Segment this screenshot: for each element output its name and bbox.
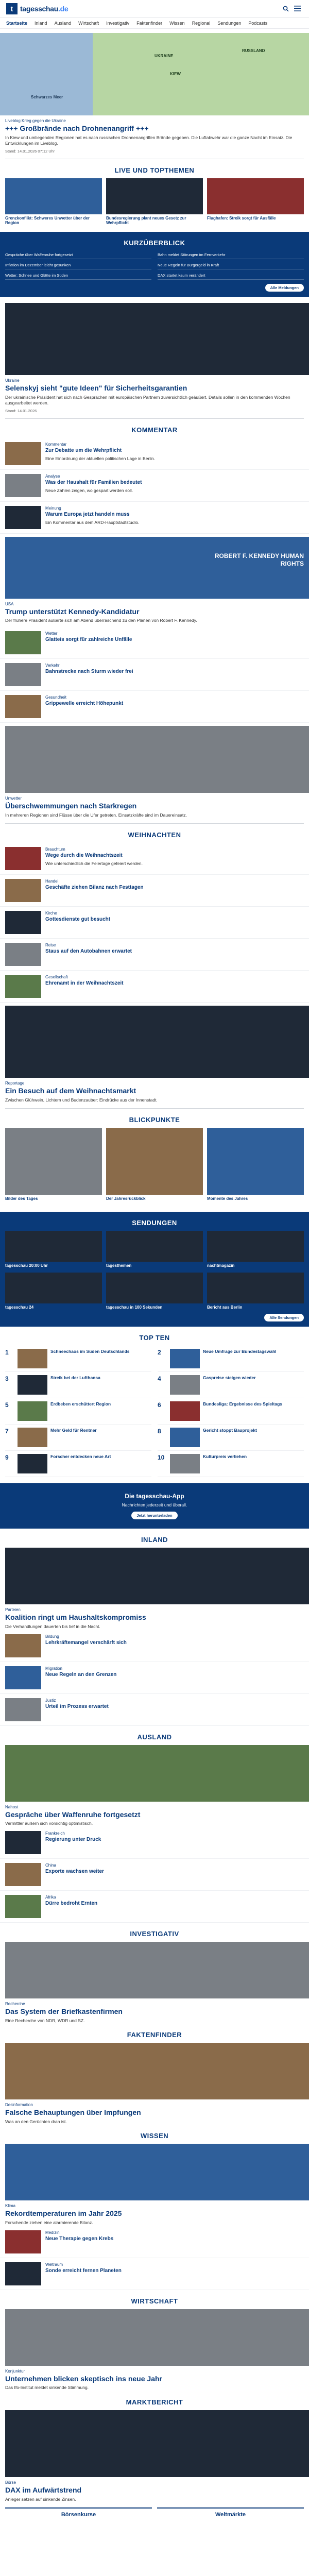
row-kicker: Kommentar	[45, 442, 67, 447]
list-item[interactable]	[0, 470, 309, 502]
investigativ-teaser: Eine Recherche von NDR, WDR und SZ.	[5, 2018, 85, 2023]
row-kicker: Bildung	[45, 1634, 59, 1639]
map-label: Schwarzes Meer	[31, 95, 63, 99]
wissen-lead[interactable]	[0, 2204, 309, 2226]
us-story[interactable]	[0, 602, 309, 624]
card-image	[5, 1231, 102, 1262]
top-title: Gericht stoppt Bauprojekt	[203, 1428, 257, 1433]
flood-story[interactable]	[0, 796, 309, 818]
thumb	[170, 1375, 200, 1395]
sendungen-more-button[interactable]: Alle Sendungen	[264, 1314, 304, 1321]
live-carousel	[0, 178, 309, 226]
section-title-blick: BLICKPUNKTE	[129, 1116, 180, 1124]
ausland-teaser: Vermittler äußern sich vorsichtig optimistisch.	[5, 1821, 93, 1826]
inland-teaser: Die Verhandlungen dauerten bis tief in die Nacht.	[5, 1624, 100, 1630]
app-banner	[0, 1483, 309, 1529]
inland-lead[interactable]	[0, 1607, 309, 1630]
brief-item[interactable]: DAX startet kaum verändert	[158, 272, 304, 280]
row-kicker: Brauchtum	[45, 847, 65, 852]
wirtschaft-image[interactable]	[5, 2309, 309, 2366]
brief-more-button[interactable]: Alle Meldungen	[265, 284, 304, 292]
lead-teaser: In Kiew und umliegenden Regionen hat es nach russischen Drohnenangriffen Brände gegeben. Die Luftabwehr war die ganze Nacht im Einsatz. Die Entwicklungen im Liveblog.	[5, 134, 293, 146]
top-item[interactable]	[5, 1372, 151, 1398]
logo-word-a: tagesschau	[20, 4, 59, 13]
thumb	[5, 2262, 41, 2285]
section-title-wirtschaft: WIRTSCHAFT	[131, 2297, 178, 2305]
thumb	[5, 975, 41, 998]
app-download-button[interactable]: Jetzt herunterladen	[131, 1512, 177, 1519]
ausland-lead[interactable]	[0, 1805, 309, 1827]
thumb	[5, 474, 41, 497]
list-item[interactable]	[0, 691, 309, 723]
nav-item[interactable]: Podcasts	[248, 20, 268, 26]
sendung-card[interactable]	[207, 1231, 304, 1268]
row-headline: Geschäfte ziehen Bilanz nach Festtagen	[45, 885, 144, 891]
list-item[interactable]	[0, 843, 309, 875]
row-headline: Ehrenamt in der Weihnachtszeit	[45, 980, 124, 987]
list-item[interactable]	[0, 659, 309, 691]
market-tabs	[0, 2502, 309, 2526]
thumb	[5, 1863, 41, 1886]
section-title-markt: MARKTBERICHT	[126, 2398, 183, 2406]
card-title: tagesschau in 100 Sekunden	[106, 1304, 163, 1310]
thumb	[18, 1454, 47, 1473]
nav-item[interactable]: Ausland	[54, 20, 72, 26]
list-item[interactable]	[0, 971, 309, 1003]
row-kicker: Frankreich	[45, 1831, 65, 1836]
us-kicker: USA	[5, 601, 14, 606]
wirtschaft-teaser: Das Ifo-Institut meldet sinkende Stimmung.	[5, 2385, 89, 2391]
row-headline: Gottesdienste gut besucht	[45, 917, 111, 923]
card-title: tagesschau 24	[5, 1304, 34, 1310]
map-label: KIEW	[170, 72, 181, 76]
inland-lead-image[interactable]	[5, 1548, 309, 1604]
card-image	[106, 178, 203, 214]
us-banner-text: ROBERT F. KENNEDY HUMAN RIGHTS	[214, 552, 304, 568]
thumb	[18, 1375, 47, 1395]
markt-image[interactable]	[5, 2410, 309, 2477]
list-item[interactable]	[0, 627, 309, 659]
thumb	[5, 663, 41, 686]
row-headline: Regierung unter Druck	[45, 1836, 101, 1842]
row-headline: Grippewelle erreicht Höhepunkt	[45, 700, 124, 706]
top-title: Forscher entdecken neue Art	[50, 1454, 111, 1460]
thumb	[170, 1428, 200, 1447]
top-rank: 10	[158, 1454, 165, 1462]
section-title-xmas: WEIHNACHTEN	[128, 831, 181, 839]
feature-image[interactable]	[5, 303, 309, 375]
card-image	[207, 1128, 304, 1195]
thumb	[170, 1454, 200, 1473]
divider	[5, 1108, 304, 1109]
fakten-kicker: Desinformation	[5, 2103, 33, 2108]
sendung-card[interactable]	[106, 1231, 203, 1268]
fakten-headline[interactable]: Falsche Behauptungen über Impfungen	[5, 2108, 141, 2117]
thumb	[5, 2230, 41, 2253]
ausland-lead-image[interactable]	[5, 1745, 309, 1802]
logo[interactable]	[6, 3, 68, 14]
row-headline: Wege durch die Weihnachtszeit	[45, 853, 123, 859]
investigativ-lead[interactable]	[0, 2002, 309, 2024]
flood-image[interactable]	[5, 726, 309, 793]
section-title-investigativ: INVESTIGATIV	[130, 1929, 179, 1938]
thumb	[5, 911, 41, 934]
top-title: Kulturpreis verliehen	[203, 1454, 247, 1460]
row-kicker: Justiz	[45, 1698, 56, 1703]
markt-kicker: Börse	[5, 2480, 16, 2485]
list-item[interactable]	[0, 1630, 309, 1662]
top-title: Erdbeben erschüttert Region	[50, 1401, 111, 1407]
top-title: Streik bei der Lufthansa	[50, 1375, 100, 1381]
nav-item[interactable]: Startseite	[6, 20, 28, 26]
row-headline: Exporte wachsen weiter	[45, 1868, 104, 1874]
brief-list	[5, 251, 304, 280]
map-label: RUSSLAND	[242, 48, 265, 53]
feature-story[interactable]	[0, 378, 309, 413]
list-item[interactable]	[0, 939, 309, 971]
thumb	[5, 1634, 41, 1657]
list-item[interactable]	[0, 907, 309, 939]
top-item[interactable]	[158, 1372, 304, 1398]
nav-item[interactable]: Inland	[35, 20, 47, 26]
row-teaser: Wie unterschiedlich die Feiertage gefeiert werden.	[45, 861, 143, 867]
xmas-feature-kicker: Reportage	[5, 1081, 25, 1086]
top-rank: 4	[158, 1375, 161, 1383]
markt-lead[interactable]	[0, 2480, 309, 2502]
thumb	[5, 1698, 41, 1721]
wissen-kicker: Klima	[5, 2204, 16, 2209]
card-image	[207, 178, 304, 214]
row-headline: Dürre bedroht Ernten	[45, 1900, 98, 1906]
top-item[interactable]	[158, 1425, 304, 1451]
feature-kicker: Ukraine	[5, 378, 20, 383]
us-headline[interactable]: Trump unterstützt Kennedy-Kandidatur	[5, 607, 140, 616]
row-headline: Staus auf den Autobahnen erwartet	[45, 948, 132, 955]
row-teaser: Ein Kommentar aus dem ARD-Hauptstadtstudio.	[45, 519, 140, 525]
investigativ-kicker: Recherche	[5, 2001, 25, 2006]
logo-wordmark	[20, 5, 68, 13]
section-title-fakten: FAKTENFINDER	[127, 2031, 182, 2039]
list-item[interactable]	[0, 1662, 309, 1694]
row-teaser: Neue Zahlen zeigen, wo gespart werden soll.	[45, 487, 133, 493]
top-title: Mehr Geld für Rentner	[50, 1428, 97, 1433]
thumb	[5, 1666, 41, 1689]
logo-word-b: .de	[58, 4, 68, 13]
us-image[interactable]	[5, 537, 309, 599]
live-card[interactable]	[207, 178, 304, 226]
card-title: tagesthemen	[106, 1263, 132, 1268]
live-card[interactable]	[106, 178, 203, 226]
menu-icon[interactable]	[291, 3, 303, 14]
card-title: tagesschau 20:00 Uhr	[5, 1263, 48, 1268]
divider	[5, 823, 304, 824]
nav-item[interactable]: Wirtschaft	[78, 20, 99, 26]
thumb	[5, 847, 41, 870]
card-title: Momente des Jahres	[207, 1196, 248, 1201]
row-kicker: China	[45, 1862, 56, 1868]
top-item[interactable]	[5, 1398, 151, 1425]
brief-item[interactable]: Bahn meldet Störungen im Fernverkehr	[158, 251, 304, 259]
row-kicker: Meinung	[45, 505, 61, 511]
row-kicker: Medizin	[45, 2230, 60, 2235]
card-image	[5, 1128, 102, 1195]
row-kicker: Gesundheit	[45, 694, 66, 700]
flood-teaser: In mehreren Regionen sind Flüsse über die Ufer getreten. Einsatzkräfte sind im Dauereinsatz.	[5, 812, 187, 818]
fakten-teaser: Was an den Gerüchten dran ist.	[5, 2119, 67, 2124]
sendung-card[interactable]	[5, 1273, 102, 1310]
sendung-card[interactable]	[106, 1273, 203, 1310]
map-land	[93, 33, 309, 115]
thumb	[18, 1401, 47, 1421]
section-title-kommentar: KOMMENTAR	[131, 426, 178, 434]
wissen-image[interactable]	[5, 2144, 309, 2200]
thumb	[170, 1349, 200, 1368]
fakten-lead[interactable]	[0, 2103, 309, 2125]
list-item[interactable]	[0, 1694, 309, 1726]
list-item[interactable]	[0, 1859, 309, 1891]
card-image	[5, 1273, 102, 1303]
blick-card[interactable]	[106, 1128, 203, 1201]
row-kicker: Afrika	[45, 1894, 56, 1900]
row-kicker: Reise	[45, 943, 56, 948]
row-headline: Sonde erreicht fernen Planeten	[45, 2267, 122, 2274]
thumb	[5, 442, 41, 465]
row-headline: Was der Haushalt für Familien bedeutet	[45, 479, 142, 485]
ausland-kicker: Nahost	[5, 1804, 19, 1809]
inland-headline[interactable]: Koalition ringt um Haushaltskompromiss	[5, 1613, 146, 1622]
wirtschaft-kicker: Konjunktur	[5, 2368, 25, 2374]
nav-item[interactable]: Faktenfinder	[136, 20, 163, 26]
live-card[interactable]	[5, 178, 102, 226]
row-headline: Bahnstrecke nach Sturm wieder frei	[45, 668, 133, 674]
blick-card[interactable]	[207, 1128, 304, 1201]
nav-item[interactable]: Sendungen	[217, 20, 242, 26]
thumb	[18, 1428, 47, 1447]
list-item[interactable]	[0, 2226, 309, 2258]
row-headline: Zur Debatte um die Wehrpflicht	[45, 447, 122, 453]
card-title: Der Jahresrückblick	[106, 1196, 146, 1201]
thumb	[5, 943, 41, 966]
section-title-ausland: AUSLAND	[137, 1733, 172, 1741]
logo-mark: t	[6, 3, 18, 14]
blick-carousel	[0, 1128, 309, 1201]
row-kicker: Migration	[45, 1666, 62, 1671]
us-teaser: Der frühere Präsident äußerte sich am Abend überraschend zu den Plänen von Robert F. Kennedy.	[5, 618, 197, 623]
tab-boersenkurse[interactable]: Börsenkurse	[5, 2507, 152, 2521]
top-rank: 8	[158, 1428, 161, 1435]
tab-weltmaerkte[interactable]: Weltmärkte	[157, 2507, 304, 2521]
fakten-image[interactable]	[5, 2043, 309, 2099]
row-headline: Lehrkräftemangel verschärft sich	[45, 1639, 127, 1646]
list-item[interactable]	[0, 875, 309, 907]
nav-item[interactable]: Investigativ	[106, 20, 130, 26]
lead-kicker: Liveblog Krieg gegen die Ukraine	[5, 118, 66, 123]
row-headline: Neue Therapie gegen Krebs	[45, 2235, 114, 2242]
brief-item[interactable]: Neue Regeln für Bürgergeld in Kraft	[158, 261, 304, 269]
card-image	[106, 1231, 203, 1262]
brief-item[interactable]: Wetter: Schnee und Glätte im Süden	[5, 272, 151, 280]
section-title-sendungen: SENDUNGEN	[132, 1219, 177, 1227]
flood-kicker: Unwetter	[5, 795, 22, 801]
markt-headline[interactable]: DAX im Aufwärtstrend	[5, 2485, 82, 2494]
top-item[interactable]	[5, 1425, 151, 1451]
thumb	[5, 631, 41, 654]
section-title-brief: KURZÜBERBLICK	[124, 239, 185, 247]
top-rank: 5	[5, 1401, 9, 1409]
row-headline: Urteil im Prozess erwartet	[45, 1703, 109, 1709]
top-item[interactable]	[158, 1451, 304, 1477]
row-kicker: Wetter	[45, 631, 58, 636]
top-list	[0, 1346, 309, 1477]
wirtschaft-lead[interactable]	[0, 2369, 309, 2391]
top-item[interactable]	[158, 1346, 304, 1372]
feature-teaser: Der ukrainische Präsident hat sich nach Gesprächen mit europäischen Partnern zuversichtlich geäußert. Details sollen in den kommenden Wochen ausgearbeitet werden.	[5, 394, 290, 406]
divider	[5, 418, 304, 419]
xmas-feature[interactable]	[0, 1081, 309, 1103]
thumb	[5, 1831, 41, 1854]
row-headline: Warum Europa jetzt handeln muss	[45, 511, 130, 517]
app-text: Nachrichten jederzeit und überall.	[122, 1502, 187, 1508]
row-headline: Neue Regeln an den Grenzen	[45, 1671, 117, 1677]
list-item[interactable]	[0, 1891, 309, 1923]
section-title-live: LIVE UND TOPTHEMEN	[114, 166, 195, 174]
xmas-feature-image[interactable]	[5, 1006, 309, 1078]
top-rank: 9	[5, 1454, 9, 1462]
top-rank: 2	[158, 1349, 161, 1357]
section-title-wissen: WISSEN	[140, 2132, 169, 2140]
top-title: Gaspreise steigen wieder	[203, 1375, 256, 1381]
top-item[interactable]	[5, 1451, 151, 1477]
app-title: Die tagesschau-App	[125, 1493, 184, 1500]
list-item[interactable]	[0, 438, 309, 470]
card-image	[106, 1128, 203, 1195]
flood-headline[interactable]: Überschwemmungen nach Starkregen	[5, 801, 137, 810]
wissen-teaser: Forschende ziehen eine alarmierende Bilanz.	[5, 2220, 93, 2226]
thumb	[170, 1401, 200, 1421]
sendung-card[interactable]	[5, 1231, 102, 1268]
brief-item[interactable]: Inflation im Dezember leicht gesunken	[5, 261, 151, 269]
investigativ-headline[interactable]: Das System der Briefkastenfirmen	[5, 2007, 123, 2015]
card-image	[106, 1273, 203, 1303]
lead-headline[interactable]: +++ Großbrände nach Drohnenangriff +++	[5, 124, 149, 132]
row-kicker: Analyse	[45, 473, 60, 479]
main-nav	[0, 18, 309, 29]
top-title: Schneechaos im Süden Deutschlands	[50, 1349, 130, 1354]
sendung-card[interactable]	[207, 1273, 304, 1310]
row-kicker: Verkehr	[45, 663, 60, 668]
top-title: Bundesliga: Ergebnisse des Spieltags	[203, 1401, 282, 1407]
row-kicker: Weltraum	[45, 2262, 63, 2267]
top-title: Neue Umfrage zur Bundestagswahl	[203, 1349, 277, 1354]
section-title-top: TOP TEN	[139, 1334, 170, 1342]
xmas-feature-headline[interactable]: Ein Besuch auf dem Weihnachtsmarkt	[5, 1087, 136, 1095]
card-image	[207, 1231, 304, 1262]
lead-map[interactable]	[0, 33, 309, 115]
card-image	[5, 178, 102, 214]
xmas-feature-teaser: Zwischen Glühwein, Lichtern und Budenzauber: Eindrücke aus der Innenstadt.	[5, 1097, 158, 1103]
lead-story[interactable]	[0, 118, 309, 154]
list-item[interactable]	[0, 502, 309, 534]
section-title-inland: INLAND	[141, 1536, 168, 1544]
row-kicker: Handel	[45, 879, 59, 884]
map-label: UKRAINE	[154, 54, 174, 58]
card-image	[207, 1273, 304, 1303]
card-title: Bericht aus Berlin	[207, 1304, 243, 1310]
markt-teaser: Anleger setzen auf sinkende Zinsen.	[5, 2496, 76, 2502]
top-item[interactable]	[5, 1346, 151, 1372]
lead-meta: Stand: 14.01.2026 07:12 Uhr	[5, 148, 55, 154]
thumb	[5, 506, 41, 529]
card-title: Bilder des Tages	[5, 1196, 38, 1201]
blick-card[interactable]	[5, 1128, 102, 1201]
sendungen-grid	[5, 1231, 304, 1310]
wissen-headline[interactable]: Rekordtemperaturen im Jahr 2025	[5, 2209, 122, 2218]
card-title: Grenzkonflikt: Schweres Unwetter über der Region	[5, 215, 90, 226]
top-rank: 1	[5, 1349, 9, 1357]
ausland-headline[interactable]: Gespräche über Waffenruhe fortgesetzt	[5, 1810, 141, 1819]
investigativ-image[interactable]	[5, 1942, 309, 1998]
card-title: nachtmagazin	[207, 1263, 235, 1268]
wirtschaft-headline[interactable]: Unternehmen blicken skeptisch ins neue Jahr	[5, 2374, 162, 2383]
top-rank: 3	[5, 1375, 9, 1383]
thumb	[5, 879, 41, 902]
thumb	[18, 1349, 47, 1368]
inland-kicker: Parteien	[5, 1607, 21, 1613]
card-title: Bundesregierung plant neues Gesetz zur Wehrpflicht	[106, 215, 186, 226]
sendungen-block	[0, 1212, 309, 1327]
brief-item[interactable]: Gespräche über Waffenruhe fortgesetzt	[5, 251, 151, 259]
row-teaser: Eine Einordnung der aktuellen politischen Lage in Berlin.	[45, 455, 156, 461]
thumb	[5, 695, 41, 718]
row-headline: Glatteis sorgt für zahlreiche Unfälle	[45, 636, 132, 642]
search-icon[interactable]	[280, 3, 291, 14]
top-rank: 7	[5, 1428, 9, 1435]
card-title: Flughafen: Streik sorgt für Ausfälle	[207, 215, 276, 221]
feature-meta: Stand: 14.01.2026	[5, 408, 37, 413]
brief-block	[0, 232, 309, 297]
top-bar	[0, 0, 309, 18]
row-kicker: Gesellschaft	[45, 975, 68, 980]
row-kicker: Kirche	[45, 911, 57, 916]
feature-headline[interactable]: Selenskyj sieht "gute Ideen" für Sicherheitsgarantien	[5, 383, 187, 392]
thumb	[5, 1895, 41, 1918]
list-item[interactable]	[0, 2258, 309, 2290]
list-item[interactable]	[0, 1827, 309, 1859]
top-item[interactable]	[158, 1398, 304, 1425]
top-rank: 6	[158, 1401, 161, 1409]
nav-item[interactable]: Wissen	[169, 20, 185, 26]
nav-item[interactable]: Regional	[192, 20, 211, 26]
